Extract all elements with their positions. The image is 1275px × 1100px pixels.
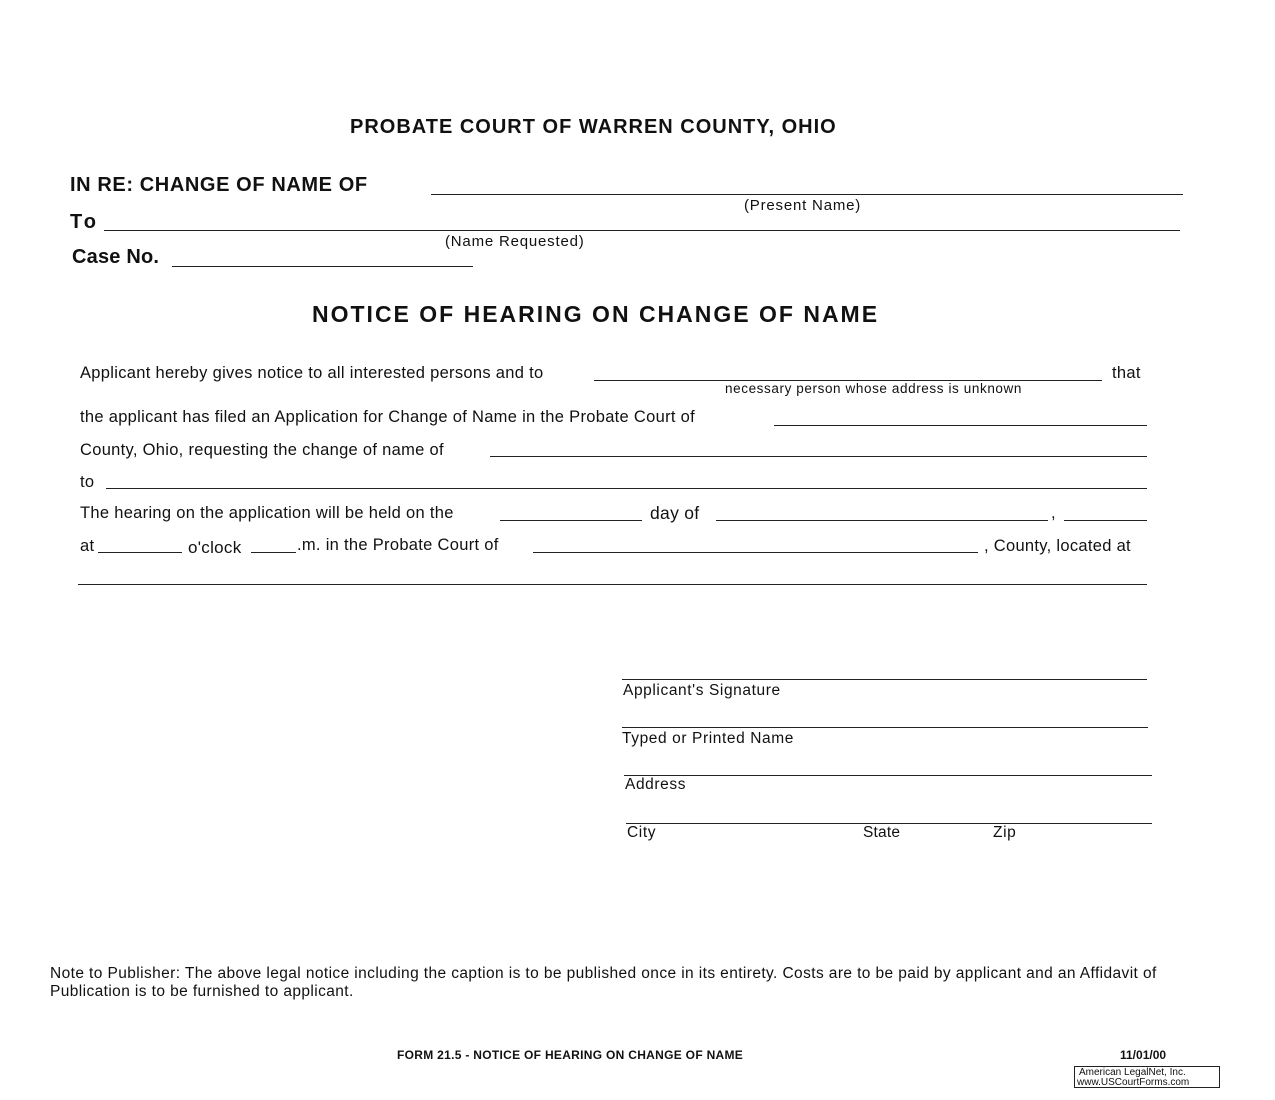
name-requested-field[interactable] [104,230,1180,231]
note-to-publisher: Note to Publisher: The above legal notice including the caption is to be published once in its entirety. Costs are to be paid by applicant and an Affidavit of Publication is to be furnished to applicant. [50,965,1157,1000]
typed-name-line[interactable] [622,727,1148,728]
am-pm-field[interactable] [251,552,296,553]
form-date: 11/01/00 [1120,1048,1167,1062]
form-label: FORM 21.5 - NOTICE OF HEARING ON CHANGE OF NAME [397,1048,744,1062]
hearing-month-field[interactable] [716,520,1048,521]
at-label: at [80,537,95,555]
address-line[interactable] [624,775,1152,776]
oclock-label: o'clock [188,538,242,557]
hearing-year-field[interactable] [1064,520,1147,521]
present-name-field[interactable] [431,194,1183,195]
court-address-field[interactable] [78,584,1147,585]
necessary-person-caption: necessary person whose address is unknown [725,381,1022,396]
vendor-name: American LegalNet, Inc. [1079,1067,1186,1078]
body-line1-end: that [1112,364,1141,382]
body-line4-text: to [80,473,95,491]
vendor-url: www.USCourtForms.com [1077,1077,1190,1088]
day-of-label: day of [650,503,700,523]
comma-label: , [1051,504,1056,522]
address-label: Address [625,776,687,793]
case-no-label: Case No. [72,246,160,268]
to-label: To [70,211,99,233]
body-line3-text: County, Ohio, requesting the change of name of [80,441,444,459]
current-name-field[interactable] [490,456,1147,457]
county-located-label: , County, located at [984,537,1131,555]
pm-probate-court-label: .m. in the Probate Court of [297,536,499,554]
vendor-box [1074,1066,1220,1088]
court-title: PROBATE COURT OF WARREN COUNTY, OHIO [350,116,837,138]
body-line2-text: the applicant has filed an Application for Change of Name in the Probate Court of [80,408,696,426]
applicant-signature-label: Applicant's Signature [623,682,781,699]
body-line5-text: The hearing on the application will be held on the [80,504,454,522]
body-line1-text: Applicant hereby gives notice to all interested persons and to [80,364,544,382]
typed-name-label: Typed or Printed Name [622,730,794,747]
case-no-field[interactable] [172,266,473,267]
present-name-caption: (Present Name) [744,197,862,214]
city-label: City [627,824,657,841]
hearing-day-field[interactable] [500,520,642,521]
state-label: State [863,824,901,841]
in-re-label: IN RE: CHANGE OF NAME OF [70,174,368,196]
name-requested-caption: (Name Requested) [445,233,585,250]
hearing-hour-field[interactable] [98,552,182,553]
notice-title: NOTICE OF HEARING ON CHANGE OF NAME [312,301,880,327]
signature-line[interactable] [622,679,1147,680]
zip-label: Zip [993,824,1017,841]
new-name-field[interactable] [106,488,1147,489]
hearing-court-field[interactable] [533,552,978,553]
probate-court-county-field[interactable] [774,425,1147,426]
